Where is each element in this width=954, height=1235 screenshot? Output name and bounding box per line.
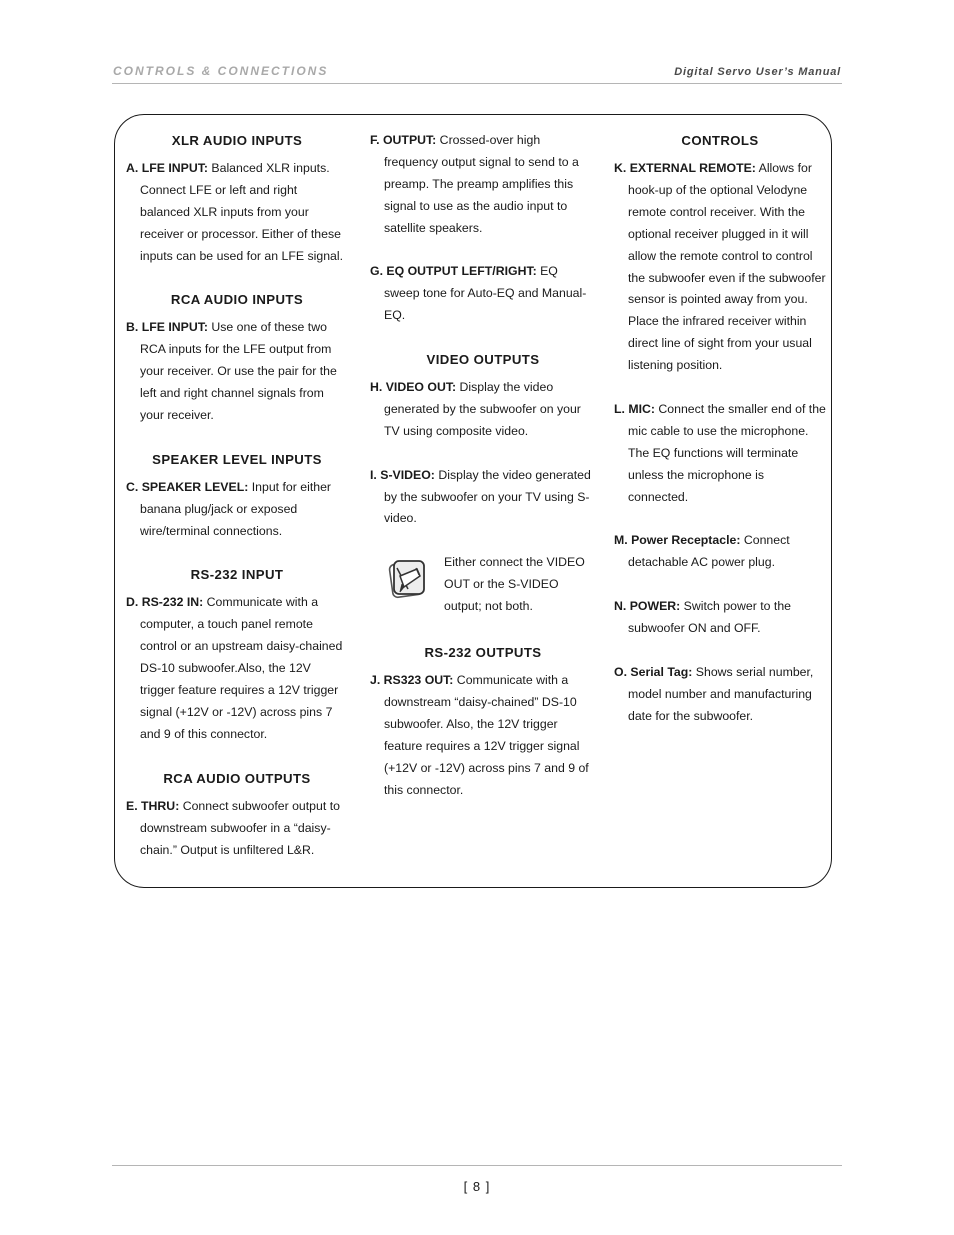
entry-g-eq-output bbox=[370, 261, 596, 327]
entry-text: Shows serial number, model number and manufacturing date for the subwoofer. bbox=[628, 664, 814, 723]
entry-m-power-receptacle bbox=[614, 530, 826, 574]
entry-text: Communicate with a computer, a touch panel remote control or an upstream daisy-chained DS-10 subwoofer.Also, the 12V trigger feature requires a 12V trigger signal (+12V or -12V) across pins 7 and 9 of this connector. bbox=[140, 595, 343, 741]
entry-text: Connect the smaller end of the mic cable to use the microphone. The EQ functions will terminate unless the microphone is connected. bbox=[628, 401, 826, 504]
entry-label: A. LFE INPUT: bbox=[126, 161, 208, 175]
middle-column bbox=[370, 130, 596, 824]
entry-c-speaker-level bbox=[126, 477, 348, 543]
entry-label: O. Serial Tag: bbox=[614, 664, 693, 679]
entry-d-rs232-in bbox=[126, 592, 348, 745]
video-outputs-heading: VIDEO OUTPUTS bbox=[426, 352, 540, 368]
xlr-inputs-heading: XLR AUDIO INPUTS bbox=[171, 133, 303, 148]
entry-text: EQ sweep tone for Auto-EQ and Manual-EQ. bbox=[384, 264, 587, 323]
entry-h-video-out bbox=[370, 377, 596, 443]
entry-label: J. RS323 OUT: bbox=[370, 673, 454, 688]
note-pencil-icon bbox=[370, 552, 444, 622]
entry-a-lfe-input bbox=[126, 158, 348, 268]
entry-text: Input for either banana plug/jack or exposed wire/terminal connections. bbox=[140, 479, 332, 538]
page-number: [ 8 ] bbox=[463, 1179, 491, 1194]
entry-f-output bbox=[370, 130, 596, 240]
entry-label: M. Power Receptacle: bbox=[614, 533, 741, 548]
entry-text: Switch power to the subwoofer ON and OFF. bbox=[628, 599, 791, 635]
header-divider bbox=[112, 83, 842, 84]
rca-inputs-heading: RCA AUDIO INPUTS bbox=[170, 292, 304, 308]
entry-text: Display the video generated by the subwoofer on your TV using S-video. bbox=[384, 467, 591, 526]
entry-text: Use one of these two RCA inputs for the LFE output from your receiver. Or use the pair for the left and right channel signals from your receiver. bbox=[140, 320, 337, 423]
entry-label: B. LFE INPUT: bbox=[126, 320, 208, 335]
entry-label: C. SPEAKER LEVEL: bbox=[126, 479, 249, 494]
rs232-outputs-heading: RS-232 OUTPUTS bbox=[424, 645, 542, 661]
video-note bbox=[370, 552, 596, 622]
entry-j-rs232-out bbox=[370, 670, 596, 801]
entry-k-external-remote bbox=[614, 158, 826, 377]
entry-label: K. EXTERNAL REMOTE: bbox=[614, 161, 756, 175]
entry-label: D. RS-232 IN: bbox=[126, 595, 204, 610]
entry-text: Balanced XLR inputs. Connect LFE or left and right balanced XLR inputs from your receiver or processor. Either of these inputs can be used for an LFE signal. bbox=[140, 161, 344, 263]
entry-label: E. THRU: bbox=[126, 798, 180, 813]
rca-outputs-heading: RCA AUDIO OUTPUTS bbox=[163, 770, 311, 786]
entry-label: N. POWER: bbox=[614, 599, 681, 614]
section-title: CONTROLS & CONNECTIONS bbox=[113, 64, 329, 78]
rs232-input-heading: RS-232 INPUT bbox=[190, 567, 284, 583]
right-column bbox=[614, 130, 826, 749]
entry-text: Display the video generated by the subwoofer on your TV using composite video. bbox=[384, 380, 581, 438]
manual-title: Digital Servo User’s Manual bbox=[674, 66, 841, 78]
entry-l-mic bbox=[614, 399, 826, 509]
entry-label: G. EQ OUTPUT LEFT/RIGHT: bbox=[370, 264, 537, 279]
footer-divider bbox=[112, 1165, 842, 1166]
entry-text: Crossed-over high frequency output signal to send to a preamp. The preamp amplifies this signal to use as the audio input to satellite speakers. bbox=[384, 133, 579, 235]
entry-text: Connect detachable AC power plug. bbox=[628, 533, 790, 570]
entry-n-power bbox=[614, 596, 826, 640]
entry-b-lfe-input bbox=[126, 317, 348, 427]
entry-label: I. S-VIDEO: bbox=[370, 467, 435, 482]
entry-label: L. MIC: bbox=[614, 401, 655, 416]
note-text: Either connect the VIDEO OUT or the S-VIDEO output; not both. bbox=[444, 555, 585, 614]
left-column bbox=[126, 130, 348, 883]
entry-text: Connect subwoofer output to downstream subwoofer in a “daisy-chain.” Output is unfiltered L&R. bbox=[140, 798, 340, 857]
speaker-level-heading: SPEAKER LEVEL INPUTS bbox=[152, 451, 322, 467]
entry-label: F. OUTPUT: bbox=[370, 133, 437, 147]
entry-i-s-video bbox=[370, 465, 596, 531]
entry-e-thru bbox=[126, 796, 348, 862]
entry-text: Allows for hook-up of the optional Velodyne remote control receiver. With the optional receiver plugged in it will allow the remote control to control the subwoofer even if the subwoofer sensor is pointed away from you. Place the infrared receiver within direct line of sight from your usual listening position. bbox=[628, 161, 826, 373]
entry-text: Communicate with a downstream “daisy-chained” DS-10 subwoofer. Also, the 12V trigger feature requires a 12V trigger signal (+12V or -12V) across pins 7 and 9 of this connector. bbox=[384, 673, 589, 797]
entry-label: H. VIDEO OUT: bbox=[370, 380, 457, 395]
controls-heading: CONTROLS bbox=[681, 133, 759, 148]
entry-o-serial-tag bbox=[614, 662, 826, 728]
